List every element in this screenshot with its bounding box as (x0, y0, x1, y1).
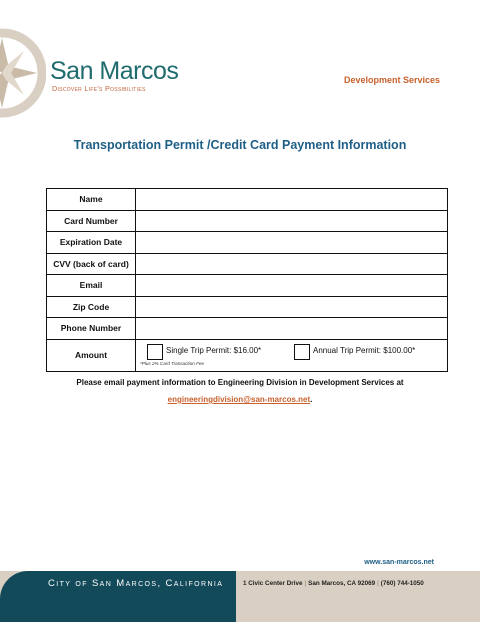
department-label: Development Services (343, 75, 440, 85)
separator: | (304, 580, 307, 587)
brand-logo (50, 58, 178, 93)
amount-options (136, 339, 448, 371)
field-label: Zip Code (47, 296, 136, 318)
instructions-text: Please email payment information to Engineering Division in Development Services at (76, 378, 404, 387)
expiration-date-field[interactable] (136, 232, 448, 254)
field-label: Card Number (47, 210, 136, 232)
brand-tagline: Discover Life's Possibilities (52, 84, 146, 93)
form-row-cvv (47, 253, 448, 275)
city-state-zip: San Marcos, CA 92069 (308, 580, 376, 587)
payment-form-table (46, 188, 448, 372)
phone-number: (760) 744-1050 (380, 580, 424, 587)
footer-city-name (48, 578, 223, 589)
footer-address (243, 580, 424, 587)
fee-note: *Plus 2% Card Transaction Fee (140, 360, 205, 366)
website-text: www.san-marcos.net (364, 559, 434, 566)
field-label: Email (47, 275, 136, 297)
form-row-expiration (47, 232, 448, 254)
phone-number-field[interactable] (136, 318, 448, 340)
field-label: Name (47, 189, 136, 211)
street-address: 1 Civic Center Drive (243, 580, 303, 587)
single-trip-checkbox[interactable] (147, 344, 163, 360)
annual-trip-label: Annual Trip Permit: $100.00* (313, 345, 416, 355)
name-field[interactable] (136, 189, 448, 211)
brand-name: San Marcos (50, 57, 179, 85)
document-title: Transportation Permit /Credit Card Payment Information (73, 138, 407, 152)
email-line (0, 395, 480, 404)
field-label: Phone Number (47, 318, 136, 340)
zip-code-field[interactable] (136, 296, 448, 318)
footer-city-text: City of San Marcos, California (48, 578, 224, 589)
email-period: . (310, 395, 313, 404)
engineering-email-link[interactable]: engineeringdivision@san-marcos.net (167, 395, 311, 404)
compass-logo-icon (0, 28, 46, 118)
annual-trip-checkbox[interactable] (294, 344, 310, 360)
form-row-name (47, 189, 448, 211)
card-number-field[interactable] (136, 210, 448, 232)
separator: | (377, 580, 379, 587)
email-field[interactable] (136, 275, 448, 297)
cvv-field[interactable] (136, 253, 448, 275)
form-row-email (47, 275, 448, 297)
form-row-zip (47, 296, 448, 318)
field-label: CVV (back of card) (47, 253, 136, 275)
form-row-phone (47, 318, 448, 340)
field-label: Expiration Date (47, 232, 136, 254)
field-label: Amount (47, 339, 136, 371)
single-trip-label: Single Trip Permit: $16.00* (166, 345, 262, 355)
form-row-amount (47, 339, 448, 371)
form-row-card-number (47, 210, 448, 232)
